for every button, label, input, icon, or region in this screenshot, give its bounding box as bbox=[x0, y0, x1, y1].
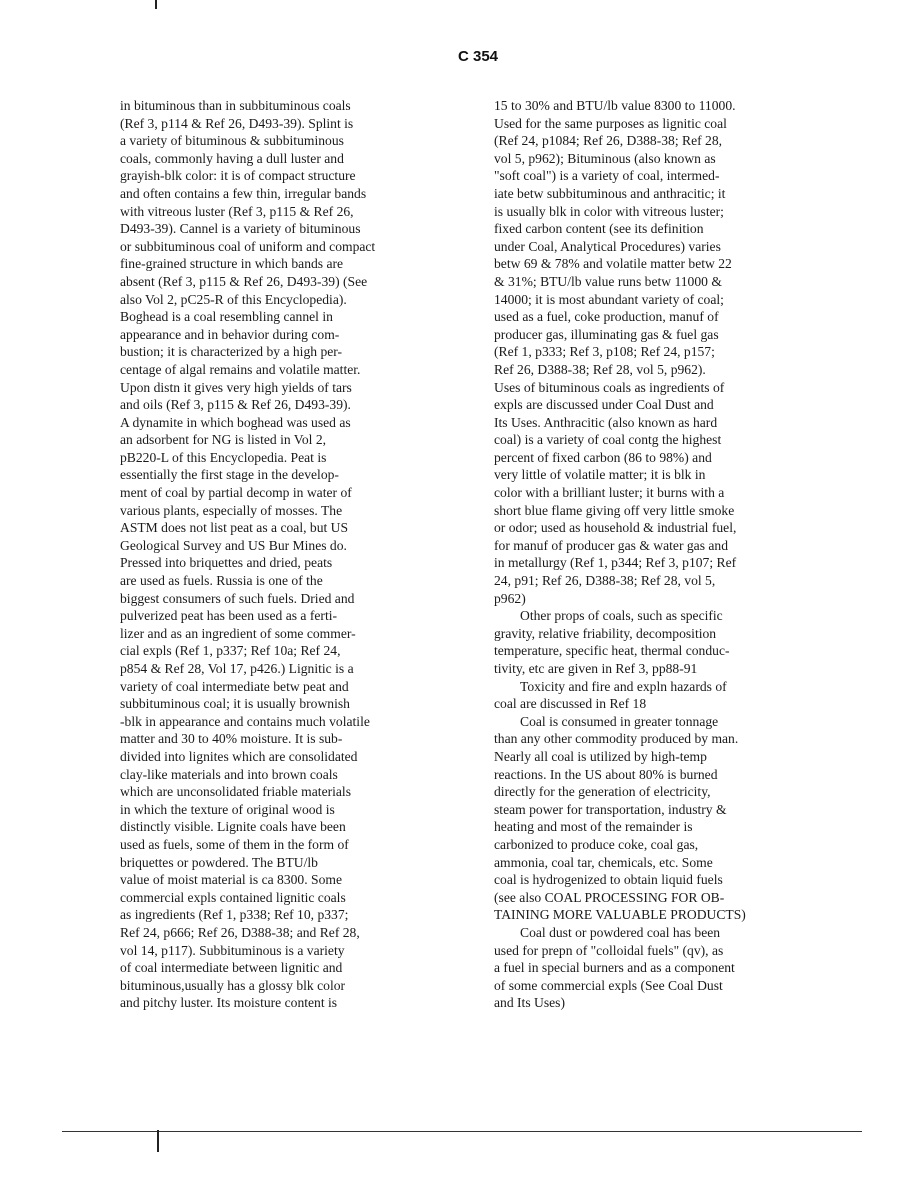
text-line: 14000; it is most abundant variety of coal; bbox=[494, 291, 724, 307]
text-line: Pressed into briquettes and dried, peats bbox=[120, 555, 333, 571]
text-line: coal are discussed in Ref 18 bbox=[494, 696, 647, 712]
text-line: -blk in appearance and contains much volatile bbox=[120, 713, 370, 729]
text-line: vol 14, p117). Subbituminous is a variety bbox=[120, 942, 345, 958]
text-line: gravity, relative friability, decomposition bbox=[494, 625, 717, 641]
text-line: A dynamite in which boghead was used as bbox=[120, 414, 351, 430]
text-line: and oils (Ref 3, p115 & Ref 26, D493-39). bbox=[120, 397, 351, 413]
text-line: Geological Survey and US Bur Mines do. bbox=[120, 537, 347, 553]
text-line: (see also COAL PROCESSING FOR OB- bbox=[494, 889, 725, 905]
text-line: tivity, etc are given in Ref 3, pp88-91 bbox=[494, 661, 698, 676]
text-line: Upon distn it gives very high yields of tars bbox=[120, 379, 352, 395]
text-line: producer gas, illuminating gas & fuel gas bbox=[494, 326, 719, 342]
text-line: also Vol 2, pC25-R of this Encyclopedia). bbox=[120, 291, 347, 307]
text-line: & 31%; BTU/lb value runs betw 11000 & bbox=[494, 273, 722, 289]
text-line: pulverized peat has been used as a ferti- bbox=[120, 608, 338, 624]
text-line: of some commercial expls (See Coal Dust bbox=[494, 977, 723, 993]
text-line: 15 to 30% and BTU/lb value 8300 to 11000. bbox=[494, 98, 736, 113]
text-line: coal is hydrogenized to obtain liquid fuels bbox=[494, 872, 723, 888]
text-line: absent (Ref 3, p115 & Ref 26, D493-39) (See bbox=[120, 273, 368, 289]
text-line: Nearly all coal is utilized by high-temp bbox=[494, 748, 707, 764]
text-line: than any other commodity produced by man. bbox=[494, 731, 739, 747]
text-line: various plants, especially of mosses. The bbox=[120, 502, 343, 518]
text-line: distinctly visible. Lignite coals have been bbox=[120, 819, 346, 835]
text-line: with vitreous luster (Ref 3, p115 & Ref 26, bbox=[120, 203, 354, 219]
text-line: pB220-L of this Encyclopedia. Peat is bbox=[120, 449, 327, 465]
text-line: Other props of coals, such as specific bbox=[520, 608, 723, 624]
text-line: "soft coal") is a variety of coal, intermed- bbox=[494, 168, 720, 184]
text-line: Ref 26, D388-38; Ref 28, vol 5, p962). bbox=[494, 361, 706, 377]
text-line: subbituminous coal; it is usually brownish bbox=[120, 696, 350, 712]
text-line: and pitchy luster. Its moisture content is bbox=[120, 995, 338, 1011]
text-line: value of moist material is ca 8300. Some bbox=[120, 872, 342, 888]
text-line: ASTM does not list peat as a coal, but US bbox=[120, 520, 349, 536]
left-text-column bbox=[120, 97, 440, 1012]
text-line: fixed carbon content (see its definition bbox=[494, 221, 704, 237]
text-line: Uses of bituminous coals as ingredients of bbox=[494, 379, 725, 395]
text-line: used for prepn of "colloidal fuels" (qv), as bbox=[494, 942, 724, 958]
text-line: used as fuels, some of them in the form of bbox=[120, 836, 349, 852]
text-line: fine-grained structure in which bands are bbox=[120, 256, 344, 272]
text-line: p854 & Ref 28, Vol 17, p426.) Lignitic is a bbox=[120, 661, 354, 676]
text-line: steam power for transportation, industry & bbox=[494, 801, 727, 817]
text-line: Coal is consumed in greater tonnage bbox=[520, 713, 719, 729]
text-line: percent of fixed carbon (86 to 98%) and bbox=[494, 449, 712, 465]
text-line: variety of coal intermediate betw peat and bbox=[120, 678, 349, 694]
text-line: for manuf of producer gas & water gas and bbox=[494, 537, 729, 553]
text-line: 24, p91; Ref 26, D388-38; Ref 28, vol 5, bbox=[494, 573, 716, 589]
text-line: in which the texture of original wood is bbox=[120, 801, 335, 817]
text-line: coal) is a variety of coal contg the highest bbox=[494, 432, 722, 448]
text-line: and often contains a few thin, irregular bands bbox=[120, 185, 367, 201]
top-margin-mark bbox=[155, 0, 157, 9]
text-line: in bituminous than in subbituminous coals bbox=[120, 98, 351, 113]
text-line: TAINING MORE VALUABLE PRODUCTS) bbox=[494, 907, 746, 923]
text-line: used as a fuel, coke production, manuf of bbox=[494, 309, 719, 325]
text-line: bustion; it is characterized by a high per- bbox=[120, 344, 343, 360]
text-line: (Ref 1, p333; Ref 3, p108; Ref 24, p157; bbox=[494, 344, 715, 360]
text-line: p962) bbox=[494, 590, 526, 606]
text-line: and Its Uses) bbox=[494, 995, 565, 1011]
text-line: vol 5, p962); Bituminous (also known as bbox=[494, 150, 716, 166]
text-line: or odor; used as household & industrial fuel, bbox=[494, 520, 737, 536]
bottom-margin-mark bbox=[157, 1130, 159, 1152]
text-line: centage of algal remains and volatile matter. bbox=[120, 361, 361, 377]
text-line: of coal intermediate between lignitic and bbox=[120, 960, 343, 976]
text-line: bituminous,usually has a glossy blk color bbox=[120, 977, 346, 993]
text-line: divided into lignites which are consolidated bbox=[120, 748, 358, 764]
text-line: iate betw subbituminous and anthracitic; it bbox=[494, 185, 726, 201]
text-line: ment of coal by partial decomp in water of bbox=[120, 485, 352, 501]
text-line: color with a brilliant luster; it burns with a bbox=[494, 485, 725, 501]
text-line: are used as fuels. Russia is one of the bbox=[120, 573, 323, 589]
text-line: which are unconsolidated friable materials bbox=[120, 784, 352, 800]
text-line: short blue flame giving off very little smoke bbox=[494, 502, 735, 518]
text-line: expls are discussed under Coal Dust and bbox=[494, 397, 714, 413]
text-line: (Ref 24, p1084; Ref 26, D388-38; Ref 28, bbox=[494, 133, 723, 149]
text-line: as ingredients (Ref 1, p338; Ref 10, p337; bbox=[120, 907, 349, 923]
text-line: heating and most of the remainder is bbox=[494, 819, 693, 835]
text-line: grayish-blk color: it is of compact structure bbox=[120, 168, 356, 184]
text-line: under Coal, Analytical Procedures) varies bbox=[494, 238, 721, 254]
page-number: C 354 bbox=[458, 48, 499, 65]
text-line: commercial expls contained lignitic coals bbox=[120, 889, 346, 905]
right-text-column bbox=[494, 97, 804, 1012]
text-line: betw 69 & 78% and volatile matter betw 22 bbox=[494, 256, 732, 272]
text-line: ammonia, coal tar, chemicals, etc. Some bbox=[494, 854, 713, 870]
text-line: reactions. In the US about 80% is burned bbox=[494, 766, 718, 782]
text-line: Boghead is a coal resembling cannel in bbox=[120, 309, 333, 325]
text-line: briquettes or powdered. The BTU/lb bbox=[120, 854, 318, 870]
text-line: clay-like materials and into brown coals bbox=[120, 766, 338, 782]
footer-rule bbox=[62, 1131, 862, 1132]
text-line: Used for the same purposes as lignitic coal bbox=[494, 115, 727, 131]
text-line: appearance and in behavior during com- bbox=[120, 326, 340, 342]
text-line: Its Uses. Anthracitic (also known as hard bbox=[494, 414, 718, 430]
text-line: coals, commonly having a dull luster and bbox=[120, 150, 344, 166]
text-line: an adsorbent for NG is listed in Vol 2, bbox=[120, 432, 327, 448]
text-line: temperature, specific heat, thermal conduc- bbox=[494, 643, 730, 659]
text-line: Coal dust or powdered coal has been bbox=[520, 924, 721, 940]
text-line: lizer and as an ingredient of some commer- bbox=[120, 625, 356, 641]
text-line: is usually blk in color with vitreous luster; bbox=[494, 203, 724, 219]
text-line: a variety of bituminous & subbituminous bbox=[120, 133, 344, 149]
text-line: or subbituminous coal of uniform and compact bbox=[120, 238, 376, 254]
text-line: in metallurgy (Ref 1, p344; Ref 3, p107; Ref bbox=[494, 555, 737, 571]
text-line: Ref 24, p666; Ref 26, D388-38; and Ref 28, bbox=[120, 924, 360, 940]
text-line: essentially the first stage in the develop- bbox=[120, 467, 339, 483]
text-line: a fuel in special burners and as a component bbox=[494, 960, 735, 976]
text-line: biggest consumers of such fuels. Dried and bbox=[120, 590, 355, 606]
text-line: cial expls (Ref 1, p337; Ref 10a; Ref 24, bbox=[120, 643, 341, 659]
text-line: D493-39). Cannel is a variety of bituminous bbox=[120, 221, 361, 237]
text-line: Toxicity and fire and expln hazards of bbox=[520, 678, 727, 694]
text-line: matter and 30 to 40% moisture. It is sub- bbox=[120, 731, 343, 747]
text-line: carbonized to produce coke, coal gas, bbox=[494, 836, 699, 852]
text-line: directly for the generation of electricity, bbox=[494, 784, 711, 800]
text-line: (Ref 3, p114 & Ref 26, D493-39). Splint is bbox=[120, 115, 354, 131]
text-line: very little of volatile matter; it is blk in bbox=[494, 467, 706, 483]
